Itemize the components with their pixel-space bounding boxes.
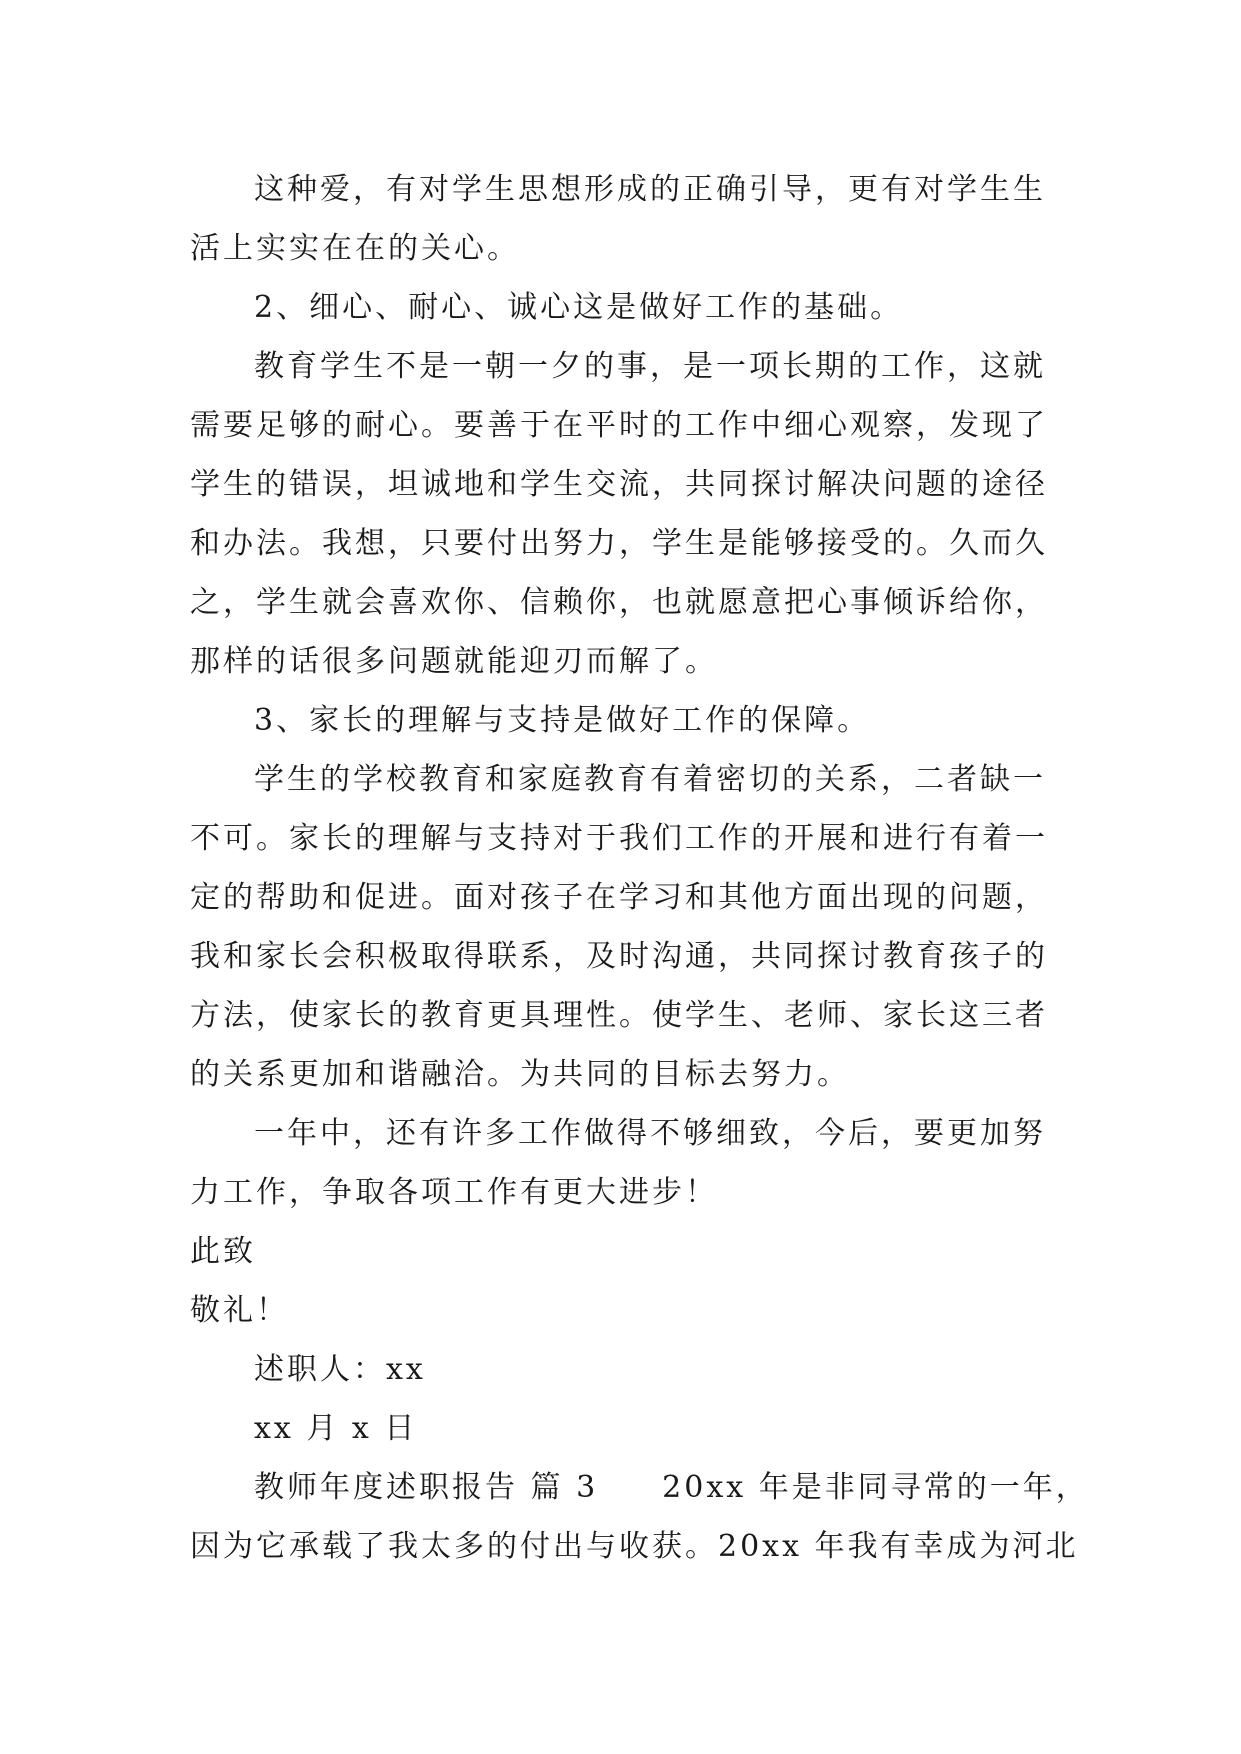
paragraph-line: 力工作，争取各项工作有更大进步！	[190, 1175, 718, 1210]
paragraph-line: 活上实实在在的关心。	[190, 231, 520, 266]
reporter-signature: 述职人：xx	[254, 1352, 426, 1387]
next-section-text: 20xx 年是非同寻常的一年，	[662, 1470, 1089, 1505]
paragraph-line: 和办法。我想，只要付出努力，学生是能够接受的。久而久	[190, 526, 1048, 561]
paragraph-line: 方法，使家长的教育更具理性。使学生、老师、家长这三者	[190, 998, 1048, 1033]
paragraph-line: 因为它承载了我太多的付出与收获。20xx 年我有幸成为河北	[190, 1529, 1079, 1564]
paragraph-line: 那样的话很多问题就能迎刃而解了。	[190, 644, 718, 679]
paragraph-line: 这种爱，有对学生思想形成的正确引导，更有对学生生	[254, 172, 1046, 207]
section-heading: 3、家长的理解与支持是做好工作的保障。	[254, 703, 871, 738]
document-body	[190, 160, 1089, 1576]
paragraph-line: 教育学生不是一朝一夕的事，是一项长期的工作，这就	[254, 349, 1046, 384]
closing-regards: 敬礼！	[190, 1293, 289, 1328]
paragraph-line: 需要足够的耐心。要善于在平时的工作中细心观察，发现了	[190, 408, 1048, 443]
signature-date: xx 月 x 日	[254, 1411, 418, 1446]
paragraph-line: 定的帮助和促进。面对孩子在学习和其他方面出现的问题，	[190, 880, 1048, 915]
next-section-line	[190, 1458, 1089, 1517]
next-section-heading: 教师年度述职报告 篇 3	[254, 1470, 599, 1505]
closing-salutation: 此致	[190, 1234, 256, 1269]
paragraph-line: 不可。家长的理解与支持对于我们工作的开展和进行有着一	[190, 821, 1048, 856]
paragraph-line: 的关系更加和谐融洽。为共同的目标去努力。	[190, 1057, 850, 1092]
paragraph-line: 我和家长会积极取得联系，及时沟通，共同探讨教育孩子的	[190, 939, 1048, 974]
paragraph-line: 之，学生就会喜欢你、信赖你，也就愿意把心事倾诉给你，	[190, 585, 1048, 620]
paragraph-line: 学生的学校教育和家庭教育有着密切的关系，二者缺一	[254, 762, 1046, 797]
section-heading: 2、细心、耐心、诚心这是做好工作的基础。	[254, 290, 904, 325]
paragraph-line: 学生的错误，坦诚地和学生交流，共同探讨解决问题的途径	[190, 467, 1048, 502]
paragraph-line: 一年中，还有许多工作做得不够细致，今后，要更加努	[254, 1116, 1046, 1151]
